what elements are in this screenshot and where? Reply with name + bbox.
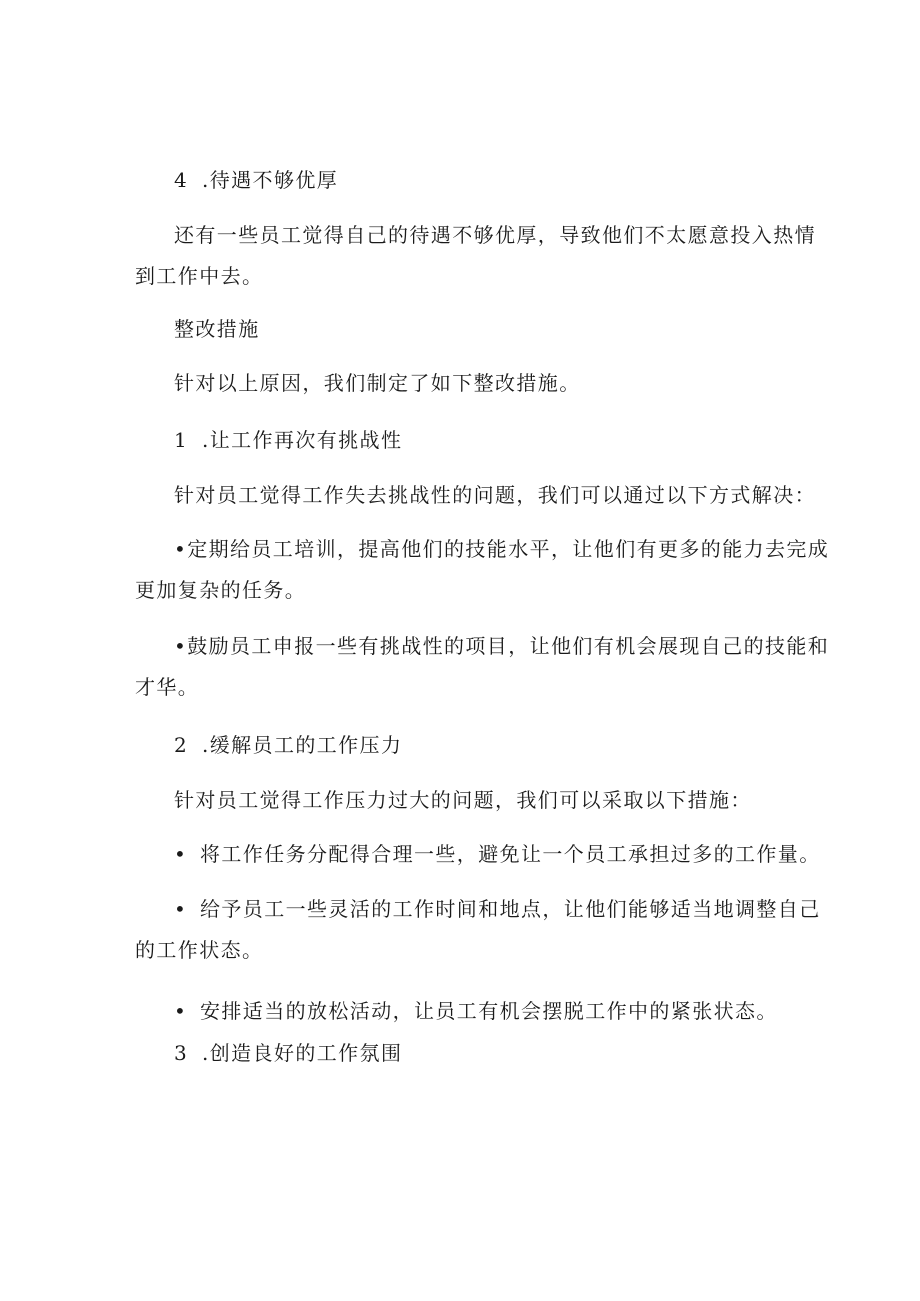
- bullet-text: 鼓励员工申报一些有挑战性的项目，让他们有机会展现自己的技能和: [187, 634, 830, 658]
- bullet-item: [174, 895, 821, 923]
- measure-2-heading: [174, 731, 402, 759]
- bullet-item: [174, 997, 778, 1025]
- item-number: 4: [174, 168, 187, 192]
- bullet-text: 将工作任务分配得合理一些，避免让一个员工承担过多的工作量。: [200, 842, 821, 866]
- bullet-text: 安排适当的放松活动，让员工有机会摆脱工作中的紧张状态。: [200, 999, 778, 1023]
- item-number: 1: [174, 428, 187, 452]
- measure-1-heading: [174, 426, 402, 454]
- measure-3-heading: [174, 1039, 402, 1067]
- item-number: 2: [174, 733, 187, 757]
- bullet-continuation: 更加复杂的任务。: [135, 578, 307, 602]
- item-number: 3: [174, 1041, 187, 1065]
- item-title: .让工作再次有挑战性: [202, 428, 403, 452]
- measure-2-lead: 针对员工觉得工作压力过大的问题，我们可以采取以下措施：: [174, 788, 752, 812]
- bullet-text: 给予员工一些灵活的工作时间和地点，让他们能够适当地调整自己: [200, 897, 821, 921]
- paragraph-line: 还有一些员工觉得自己的待遇不够优厚，导致他们不太愿意投入热情: [174, 223, 816, 247]
- bullet-mark: •: [174, 842, 188, 866]
- bullet-text: 定期给员工培训，提高他们的技能水平，让他们有更多的能力去完成: [187, 537, 830, 561]
- bullet-continuation: 才华。: [135, 675, 200, 699]
- paragraph-line: 到工作中去。: [135, 264, 264, 288]
- item-title: .缓解员工的工作压力: [202, 733, 403, 757]
- section-heading: 整改措施: [174, 317, 260, 341]
- bullet-item: [174, 632, 829, 660]
- item-4-heading: [174, 166, 338, 194]
- bullet-mark: •: [174, 897, 188, 921]
- bullet-continuation: 的工作状态。: [135, 938, 264, 962]
- bullet-mark: •: [174, 999, 188, 1023]
- bullet-item: [174, 840, 821, 868]
- bullet-item: [174, 535, 829, 563]
- bullet-mark: •: [174, 634, 188, 658]
- intro-paragraph: 针对以上原因，我们制定了如下整改措施。: [174, 371, 581, 395]
- item-title: .待遇不够优厚: [202, 168, 339, 192]
- item-title: .创造良好的工作氛围: [202, 1041, 403, 1065]
- measure-1-lead: 针对员工觉得工作失去挑战性的问题，我们可以通过以下方式解决：: [174, 483, 816, 507]
- bullet-mark: •: [174, 537, 188, 561]
